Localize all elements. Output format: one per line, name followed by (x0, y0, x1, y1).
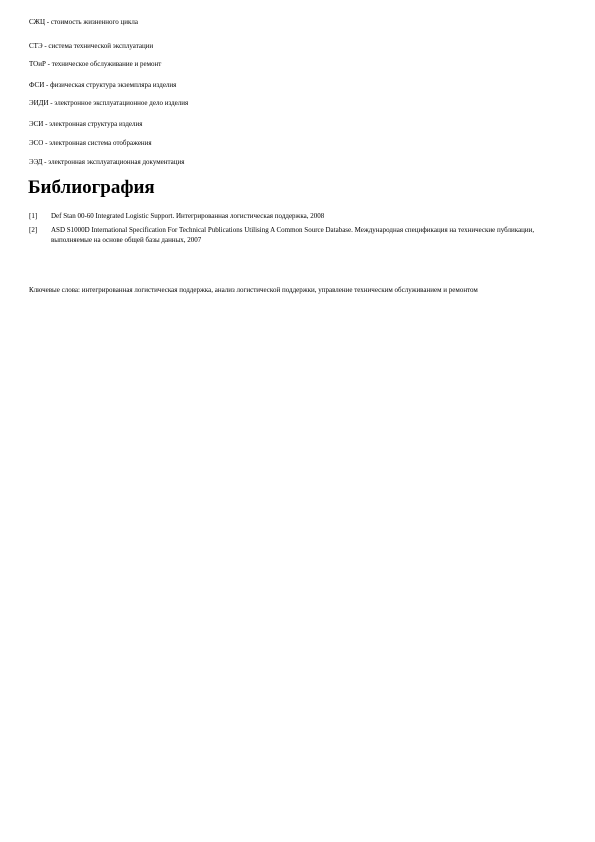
reference-text: ASD S1000D International Specification For Technical Publications Utilising A Common Source Database. Международная спецификация на технические публикации, выполняемые на основе общей базы данных, 2007 (51, 226, 535, 244)
abbreviation-item: ЭСО - электронная система отображения (29, 139, 152, 147)
abbreviation-item: ЭЭД - электронная эксплуатационная документация (29, 158, 185, 166)
abbreviation-item: СЖЦ - стоимость жизненного цикла (29, 18, 138, 26)
bibliography-heading: Библиография (28, 177, 155, 198)
reference-text: Def Stan 00-60 Integrated Logistic Support. Интегрированная логистическая поддержка, 2008 (51, 212, 325, 220)
reference-number: [2] (29, 226, 38, 234)
abbreviation-item: ЭСИ - электронная структура изделия (29, 120, 143, 128)
abbreviation-item: ТОиР - техническое обслуживание и ремонт (29, 60, 162, 68)
abbreviation-item: ЭИДИ - электронное эксплуатационное дело изделия (29, 99, 189, 107)
reference-number: [1] (29, 212, 38, 220)
abbreviation-item: СТЭ - система технической эксплуатации (29, 42, 154, 50)
abbreviation-item: ФСИ - физическая структура экземпляра изделия (29, 81, 177, 89)
keywords-paragraph: Ключевые слова: интегрированная логистическая поддержка, анализ логистической поддержки, управление техническим обслуживанием и ремонтом (29, 286, 478, 294)
